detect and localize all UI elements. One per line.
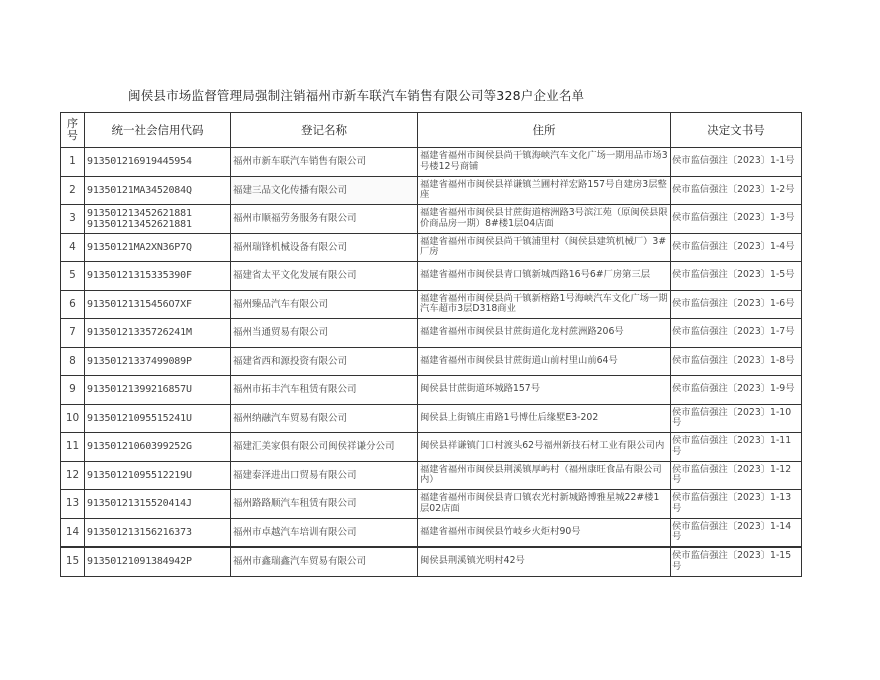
table-row xyxy=(61,148,802,177)
row-address: 福建省福州市闽侯县祥谦镇兰圃村祥宏路157号自建房3层整座 xyxy=(418,176,671,205)
row-credit-code: 91350121MA3452084Q xyxy=(85,176,231,205)
row-name: 福建汇美家俱有限公司闽侯祥谦分公司 xyxy=(231,433,418,462)
row-address: 福建省福州市闽侯县青口镇新城西路16号6#厂房第三层 xyxy=(418,262,671,291)
row-credit-code: 91350121095512219U xyxy=(85,461,231,490)
row-name: 福州臻品汽车有限公司 xyxy=(231,290,418,319)
row-address: 福建省福州市闽侯县甘蔗街道榕洲路3号滨江苑（原闽侯县限价商品房一期）8#楼1层04店面 xyxy=(418,205,671,234)
row-decision-no: 侯市监信强注〔2023〕1-5号 xyxy=(671,262,802,291)
row-address: 福建省福州市闽侯县甘蔗街道山前村里山前64号 xyxy=(418,347,671,376)
row-index: 2 xyxy=(61,176,85,205)
row-name: 福州当通贸易有限公司 xyxy=(231,319,418,348)
table-row xyxy=(61,518,802,547)
row-name: 福建省西和源投资有限公司 xyxy=(231,347,418,376)
table-row xyxy=(61,376,802,405)
row-decision-no: 侯市监信强注〔2023〕1-8号 xyxy=(671,347,802,376)
table-row xyxy=(61,547,802,576)
row-decision-no: 侯市监信强注〔2023〕1-7号 xyxy=(671,319,802,348)
row-index: 3 xyxy=(61,205,85,234)
table-row xyxy=(61,404,802,433)
row-index: 10 xyxy=(61,404,85,433)
row-index: 8 xyxy=(61,347,85,376)
header-address: 住所 xyxy=(418,113,671,148)
row-index: 1 xyxy=(61,148,85,177)
row-name: 福州路路顺汽车租赁有限公司 xyxy=(231,490,418,519)
table-row xyxy=(61,461,802,490)
row-address: 福建省福州市闽侯县竹岐乡火炬村90号 xyxy=(418,518,671,547)
row-index: 15 xyxy=(61,547,85,576)
row-credit-code: 91350121315335390F xyxy=(85,262,231,291)
row-decision-no: 侯市监信强注〔2023〕1-11号 xyxy=(671,433,802,462)
row-credit-code: 91350121315520414J xyxy=(85,490,231,519)
row-decision-no: 侯市监信强注〔2023〕1-2号 xyxy=(671,176,802,205)
row-credit-code: 91350121095515241U xyxy=(85,404,231,433)
row-decision-no: 侯市监信强注〔2023〕1-3号 xyxy=(671,205,802,234)
row-index: 14 xyxy=(61,518,85,547)
header-row xyxy=(61,113,802,148)
table-row xyxy=(61,490,802,519)
row-decision-no: 侯市监信强注〔2023〕1-15号 xyxy=(671,547,802,576)
row-name: 福州市卓越汽车培训有限公司 xyxy=(231,518,418,547)
row-decision-no: 侯市监信强注〔2023〕1-13号 xyxy=(671,490,802,519)
row-index: 6 xyxy=(61,290,85,319)
table-row xyxy=(61,262,802,291)
row-name: 福州纳融汽车贸易有限公司 xyxy=(231,404,418,433)
row-name: 福建省太平文化发展有限公司 xyxy=(231,262,418,291)
table-row xyxy=(61,347,802,376)
row-address: 闽侯县荆溪镇光明村42号 xyxy=(418,547,671,576)
table-row xyxy=(61,319,802,348)
table-row xyxy=(61,290,802,319)
row-address: 福建省福州市闽侯县尚干镇浦里村（闽侯县建筑机械厂）3#厂房 xyxy=(418,233,671,262)
row-name: 福州市新车联汽车销售有限公司 xyxy=(231,148,418,177)
row-name: 福建泰泽进出口贸易有限公司 xyxy=(231,461,418,490)
table-row xyxy=(61,205,802,234)
row-credit-code: 91350121060399252G xyxy=(85,433,231,462)
row-name: 福建三品文化传播有限公司 xyxy=(231,176,418,205)
header-name: 登记名称 xyxy=(231,113,418,148)
row-credit-code: 91350121091384942P xyxy=(85,547,231,576)
row-decision-no: 侯市监信强注〔2023〕1-6号 xyxy=(671,290,802,319)
row-decision-no: 侯市监信强注〔2023〕1-9号 xyxy=(671,376,802,405)
row-address: 闽侯县甘蔗街道环城路157号 xyxy=(418,376,671,405)
row-name: 福州市顺福劳务服务有限公司 xyxy=(231,205,418,234)
row-decision-no: 侯市监信强注〔2023〕1-4号 xyxy=(671,233,802,262)
row-name: 福州市鑫瑞鑫汽车贸易有限公司 xyxy=(231,547,418,576)
row-index: 5 xyxy=(61,262,85,291)
row-credit-code: 913501213156216373 xyxy=(85,518,231,547)
row-decision-no: 侯市监信强注〔2023〕1-10号 xyxy=(671,404,802,433)
table-row xyxy=(61,233,802,262)
row-address: 福建省福州市闽侯县尚干镇新榕路1号海峡汽车文化广场一期汽车超市3层D318商业 xyxy=(418,290,671,319)
row-credit-code: 91350121315456O7XF xyxy=(85,290,231,319)
row-credit-code: 91350121MA2XN36P7Q xyxy=(85,233,231,262)
row-name: 福州瑞锋机械设备有限公司 xyxy=(231,233,418,262)
row-index: 9 xyxy=(61,376,85,405)
row-index: 13 xyxy=(61,490,85,519)
row-index: 12 xyxy=(61,461,85,490)
row-credit-code: 913501213452621881 913501213452621881 xyxy=(85,205,231,234)
row-index: 4 xyxy=(61,233,85,262)
row-credit-code: 91350121337499089P xyxy=(85,347,231,376)
enterprise-table xyxy=(60,112,802,577)
row-name: 福州市拓丰汽车租赁有限公司 xyxy=(231,376,418,405)
row-decision-no: 侯市监信强注〔2023〕1-1号 xyxy=(671,148,802,177)
row-address: 福建省福州市闽侯县甘蔗街道化龙村蔗洲路206号 xyxy=(418,319,671,348)
row-address: 福建省福州市闽侯县尚干镇海峡汽车文化广场一期用品市场3号楼12号商铺 xyxy=(418,148,671,177)
header-decision-no: 决定文书号 xyxy=(671,113,802,148)
row-address: 闽侯县上街镇庄甫路1号博仕后缘墅E3-202 xyxy=(418,404,671,433)
row-address: 福建省福州市闽侯县荆溪镇厚屿村（福州康旺食品有限公司内） xyxy=(418,461,671,490)
row-address: 闽侯县祥谦镇门口村渡头62号福州新技石材工业有限公司内 xyxy=(418,433,671,462)
header-credit-code: 统一社会信用代码 xyxy=(85,113,231,148)
document-title: 闽侯县市场监督管理局强制注销福州市新车联汽车销售有限公司等328户企业名单 xyxy=(128,88,585,103)
row-decision-no: 侯市监信强注〔2023〕1-12号 xyxy=(671,461,802,490)
row-address: 福建省福州市闽侯县青口镇农光村新城路博雅星城22#楼1层02店面 xyxy=(418,490,671,519)
row-credit-code: 91350121399216857U xyxy=(85,376,231,405)
header-index: 序 号 xyxy=(61,113,85,148)
table-row xyxy=(61,176,802,205)
row-credit-code: 913501216919445954 xyxy=(85,148,231,177)
row-credit-code: 91350121335726241M xyxy=(85,319,231,348)
row-index: 11 xyxy=(61,433,85,462)
row-index: 7 xyxy=(61,319,85,348)
row-decision-no: 侯市监信强注〔2023〕1-14号 xyxy=(671,518,802,547)
table-row xyxy=(61,433,802,462)
